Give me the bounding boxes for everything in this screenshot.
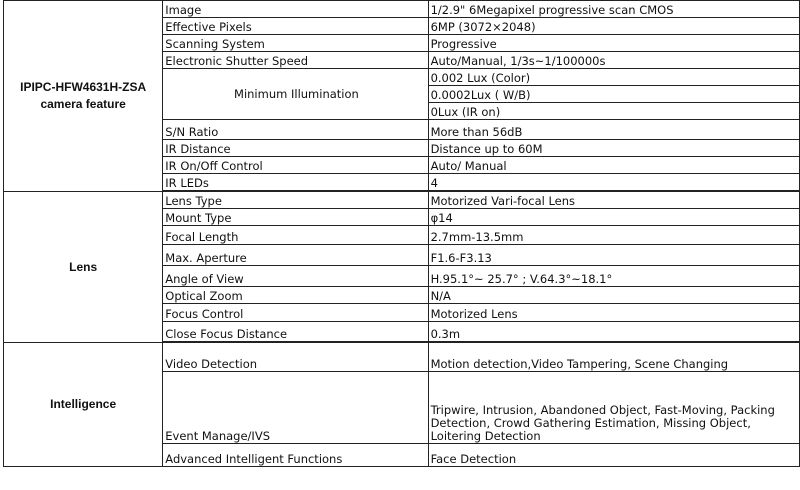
cell-value-mount-type[interactable]: φ14 bbox=[428, 209, 799, 226]
event-manage-detail: Tripwire, Intrusion, Abandoned Object, Fast-Moving, Packing Detection, Crowd Gathering Estimation, Missing Object, bbox=[430, 403, 775, 430]
section-camera-feature[interactable] bbox=[4, 1, 163, 192]
cell-feature-close-focus[interactable]: Close Focus Distance bbox=[163, 322, 428, 342]
cell-feature-shutter-speed[interactable]: Electronic Shutter Speed bbox=[163, 52, 428, 69]
cell-feature-angle-of-view[interactable]: Angle of View bbox=[163, 266, 428, 287]
section-lens[interactable]: Lens bbox=[4, 192, 163, 343]
cell-value-scanning-system[interactable]: Progressive bbox=[428, 35, 799, 52]
cell-feature-event-manage[interactable]: Event Manage/IVS bbox=[163, 372, 428, 444]
cell-value-illumination-color[interactable]: 0.002 Lux (Color) bbox=[428, 69, 799, 86]
cell-feature-sn-ratio[interactable]: S/N Ratio bbox=[163, 120, 428, 140]
section-intelligence[interactable]: Intelligence bbox=[4, 343, 163, 467]
cell-value-angle-of-view[interactable]: H.95.1°~ 25.7° ; V.64.3°~18.1° bbox=[428, 266, 799, 287]
cell-feature-ir-control[interactable]: IR On/Off Control bbox=[163, 157, 428, 174]
cell-feature-mount-type[interactable]: Mount Type bbox=[163, 209, 428, 226]
section-title-line1: IPIPC-HFW4631H-ZSA bbox=[20, 80, 147, 94]
cell-value-illumination-ir[interactable]: 0Lux (IR on) bbox=[428, 103, 799, 120]
cell-value-video-detection[interactable]: Motion detection,Video Tampering, Scene Changing bbox=[428, 343, 799, 372]
cell-feature-ir-leds[interactable]: IR LEDs bbox=[163, 174, 428, 191]
cell-feature-scanning-system[interactable]: Scanning System bbox=[163, 35, 428, 52]
cell-feature-focus-control[interactable]: Focus Control bbox=[163, 304, 428, 322]
table-row bbox=[4, 1, 800, 18]
table-row bbox=[4, 343, 800, 372]
cell-feature-max-aperture[interactable]: Max. Aperture bbox=[163, 245, 428, 266]
cell-value-advanced-functions[interactable]: Face Detection bbox=[428, 444, 799, 467]
cell-value-ir-distance[interactable]: Distance up to 60M bbox=[428, 140, 799, 157]
cell-value-image[interactable]: 1/2.9" 6Megapixel progressive scan CMOS bbox=[428, 1, 799, 18]
cell-feature-ir-distance[interactable]: IR Distance bbox=[163, 140, 428, 157]
cell-feature-min-illumination[interactable]: Minimum Illumination bbox=[163, 69, 428, 120]
cell-value-optical-zoom[interactable]: N/A bbox=[428, 287, 799, 304]
cell-value-ir-leds[interactable]: 4 bbox=[428, 174, 799, 191]
cell-value-max-aperture[interactable]: F1.6-F3.13 bbox=[428, 245, 799, 266]
cell-feature-focal-length[interactable]: Focal Length bbox=[163, 226, 428, 245]
cell-feature-video-detection[interactable]: Video Detection bbox=[163, 343, 428, 372]
cell-value-event-manage[interactable] bbox=[428, 372, 799, 444]
cell-value-effective-pixels[interactable]: 6MP (3072×2048) bbox=[428, 18, 799, 35]
section-title-line2: camera feature bbox=[40, 97, 126, 111]
cell-value-sn-ratio[interactable]: More than 56dB bbox=[428, 120, 799, 140]
cell-feature-optical-zoom[interactable]: Optical Zoom bbox=[163, 287, 428, 304]
cell-value-focus-control[interactable]: Motorized Lens bbox=[428, 304, 799, 322]
cell-value-focal-length[interactable]: 2.7mm-13.5mm bbox=[428, 226, 799, 245]
cell-feature-lens-type[interactable]: Lens Type bbox=[163, 192, 428, 209]
cell-feature-effective-pixels[interactable]: Effective Pixels bbox=[163, 18, 428, 35]
cell-value-close-focus[interactable]: 0.3m bbox=[428, 322, 799, 342]
cell-feature-advanced-functions[interactable]: Advanced Intelligent Functions bbox=[163, 444, 428, 467]
cell-value-ir-control[interactable]: Auto/ Manual bbox=[428, 157, 799, 174]
table-row bbox=[4, 192, 800, 209]
cell-value-illumination-bw[interactable]: 0.0002Lux ( W/B) bbox=[428, 86, 799, 103]
cell-value-lens-type[interactable]: Motorized Vari-focal Lens bbox=[428, 192, 799, 209]
cell-value-shutter-speed[interactable]: Auto/Manual, 1/3s~1/100000s bbox=[428, 52, 799, 69]
event-manage-detail-last: Loitering Detection bbox=[430, 429, 541, 443]
cell-feature-image[interactable]: Image bbox=[163, 1, 428, 18]
spec-table bbox=[3, 0, 800, 467]
